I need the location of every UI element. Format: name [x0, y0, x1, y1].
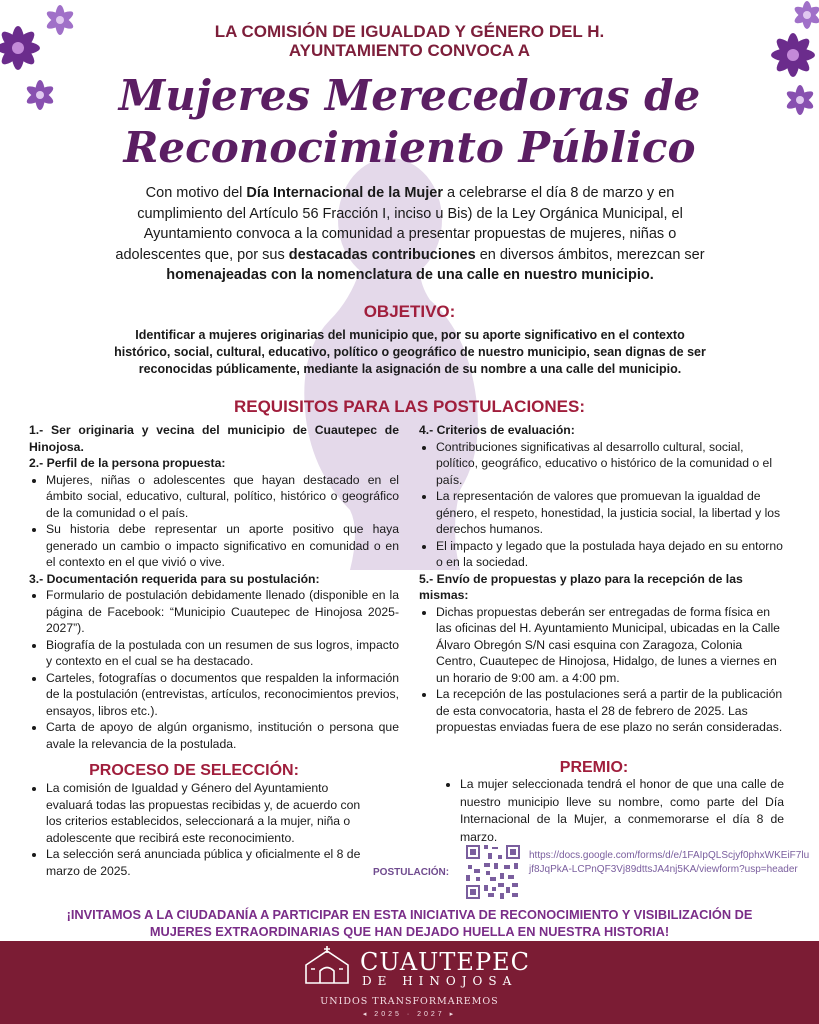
intro-text-3: en diversos ámbitos, merezcan ser: [475, 246, 705, 263]
list-item: • Dichas propuestas deberán ser entregadas de forma física en las oficinas del H. Ayuntamiento Municipal, ubicadas en la Calle Álvaro Obregón S/N casi esquina con Zaragoza, Colonia Centro, Cuautepec de Hinojosa, Hidalgo, de lunes a viernes en un horario de 9:00 am. a 4:00 pm.: [436, 604, 785, 687]
qr-code-icon[interactable]: [464, 843, 522, 901]
page-title: [0, 70, 819, 174]
title-line-1: Mujeres Merecedoras de: [118, 71, 701, 120]
requisitos-right-column: [419, 422, 785, 736]
invite-line-2: MUJERES EXTRAORDINARIAS QUE HAN DEJADO HUELLA EN NUESTRA HISTORIA!: [149, 924, 670, 939]
intro-text-1: Con motivo del: [145, 185, 247, 201]
premio-title: PREMIO:: [559, 759, 629, 776]
requisito-1: 1.- Ser originaria y vecina del municipio de Cuautepec de Hinojosa.: [29, 423, 399, 454]
intro-bold-1: Día Internacional de la Mujer: [246, 185, 444, 201]
municipality-subtitle: DE HINOJOSA: [362, 974, 518, 988]
criterios-list: [419, 439, 785, 571]
list-item: • Mujeres, niñas o adolescentes que hayan destacado en el ámbito social, educativo, cultural, político, histórico o geográfico de la comunidad o el país.: [46, 472, 399, 522]
title-line-2: Reconocimiento Público: [123, 123, 696, 172]
objetivo-text: Identificar a mujeres originarias del municipio que, por su aporte significativo en el contexto histórico, social, cultural, educativo, político o geográfico de nuestro municipio, sean dignas de ser reconocidas públicamente, mediante la asignación de su nombre a una calle del municipio.: [114, 328, 706, 376]
premio-list: [443, 776, 784, 846]
slogan: UNIDOS TRANSFORMAREMOS: [320, 996, 499, 1007]
proceso-title: PROCESO DE SELECCIÓN:: [89, 762, 299, 779]
requisito-4-title: 4.- Criterios de evaluación:: [419, 423, 575, 437]
list-item: • El impacto y legado que la postulada haya dejado en su entorno o en la sociedad.: [436, 538, 785, 571]
invite-line-1: ¡INVITAMOS A LA CIUDADANÍA A PARTICIPAR EN ESTA INICIATIVA DE RECONOCIMIENTO Y VISIBILIZACIÓN DE: [66, 907, 753, 922]
invitation-banner: [20, 906, 799, 940]
list-item: • Carteles, fotografías o documentos que respalden la información de la postulación (entrevistas, artículos, reconocimientos previos, ensayos, libros etc.).: [46, 670, 399, 720]
church-logo-icon: [302, 945, 352, 985]
intro-paragraph: [110, 183, 710, 286]
objetivo-title: OBJETIVO:: [363, 302, 456, 321]
requisito-3-title: 3.- Documentación requerida para su postulación:: [29, 571, 320, 586]
perfil-list: [29, 472, 399, 571]
list-item: • La comisión de Igualdad y Género del Ayuntamiento evaluará todas las propuestas recibidas y, de acuerdo con los criterios establecidos, seleccionará a la mujer, niña o adolescente que recibirá este reconocimiento.: [46, 780, 376, 846]
intro-bold-2: destacadas contribuciones: [288, 246, 476, 263]
header-line-2: AYUNTAMIENTO CONVOCA A: [288, 41, 531, 60]
postulacion-link[interactable]: https://docs.google.com/forms/d/e/1FAIpQLScjyf0phxWKEiF7lujf8JqPkA-LCPnQF3Vj89dttsJA4nj5KA/viewform?usp=header: [529, 850, 810, 875]
intro-bold-3: homenajeadas con la nomenclatura de una calle en nuestro municipio.: [166, 267, 654, 283]
administration-years: ◂ 2025 · 2027 ▸: [362, 1011, 457, 1018]
list-item: • Su historia debe representar un aporte positivo que haya generado un cambio o impacto significativo en comunidad o en el contexto en el que vivió o vive.: [46, 521, 399, 571]
list-item: • Contribuciones significativas al desarrollo cultural, social, político, geográfico, educativo o histórico de la comunidad o el país.: [436, 439, 785, 489]
requisitos-title: REQUISITOS PARA LAS POSTULACIONES:: [233, 397, 586, 416]
list-item: • Carta de apoyo de algún organismo, institución o persona que avale la relevancia de la postulada.: [46, 719, 399, 752]
list-item: • La selección será anunciada pública y oficialmente el 8 de marzo de 2025.: [46, 846, 376, 879]
proceso-list: [29, 780, 376, 879]
list-item: • La mujer seleccionada tendrá el honor de que una calle de nuestro municipio lleve su nombre, como parte del Día Internacional de la Mujer, a conmemorarse el día 8 de marzo.: [460, 776, 784, 846]
intro-text-2: a celebrarse el día 8 de marzo y en cumplimiento del Artículo 56 Fracción I, inciso u Bis) de la Ley Orgánica Municipal, el Ayuntamiento convoca a la comunidad a presentar propuestas de mujeres, niñas o adolescentes que, por sus: [115, 185, 683, 263]
convocatoria-header: [0, 22, 819, 60]
list-item: • Biografía de la postulada con un resumen de sus logros, impacto y contexto en el cual se ha destacado.: [46, 637, 399, 670]
requisitos-left-column: [29, 422, 399, 752]
municipality-name: CUAUTEPEC: [360, 948, 530, 976]
envio-list: [419, 604, 785, 736]
header-line-1: LA COMISIÓN DE IGUALDAD Y GÉNERO DEL H.: [214, 22, 605, 41]
requisito-5-title: 5.- Envío de propuestas y plazo para la recepción de las mismas:: [419, 571, 743, 602]
list-item: • La representación de valores que promuevan la igualdad de género, el respeto, honestidad, la justicia social, la libertad y los derechos humanos.: [436, 488, 785, 538]
documentacion-list: [29, 587, 399, 752]
list-item: • La recepción de las postulaciones será a partir de la publicación de esta convocatoria, hasta el 28 de febrero de 2025. Las propuestas enviadas fuera de ese plazo no serán consideradas.: [436, 686, 785, 736]
list-item: • Formulario de postulación debidamente llenado (disponible en la página de Facebook: “Municipio Cuautepec de Hinojosa 2025-2027”).: [46, 587, 399, 637]
postulacion-label: POSTULACIÓN:: [373, 867, 450, 878]
requisito-2-title: 2.- Perfil de la persona propuesta:: [29, 456, 226, 470]
